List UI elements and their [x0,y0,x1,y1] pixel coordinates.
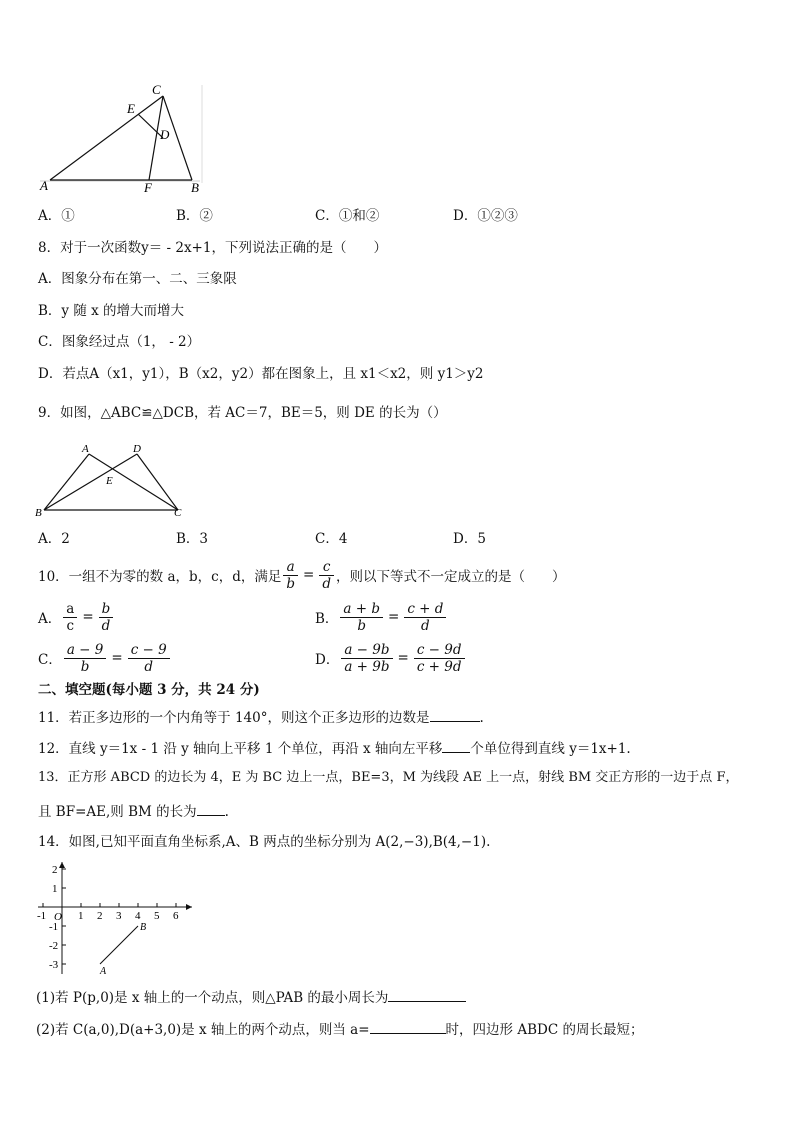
q7-triangle-figure [30,80,210,195]
q8-option-b[interactable]: B．y 随 x 的增大而增大 [38,303,185,319]
q10-stem-before: 10．一组不为零的数 a，b，c，d，满足 [38,569,282,585]
q14-point-B-label: B [140,922,147,933]
q10-option-a[interactable]: A． $\frac{a}{c}$ = $\frac{b}{d}$ [38,597,115,637]
q10-option-b[interactable]: B． $\frac{a + b}{b}$ = $\frac{c + d}{d}$ [315,597,448,637]
q11-text: 11．若正多边形的一个内角等于 140°，则这个正多边形的边数是 . [38,707,484,727]
q13-line1: 13．正方形 ABCD 的边长为 4，E 为 BC 边上一点，BE=3，M 为线段 AE 上一点，射线 BM 交正方形的一边于点 F， [38,770,739,785]
q14-xtick-4: 4 [135,910,141,922]
q14-ytick-neg1: -1 [49,921,59,933]
q7-option-d[interactable]: D．①②③ [453,208,518,224]
q14-xtick-5: 5 [154,910,160,922]
q13-line2: 且 BF=AE,则 BM 的长为 . [38,801,229,821]
q14-xtick-6: 6 [173,910,179,922]
q12-text: 12．直线 y＝1x - 1 沿 y 轴向上平移 1 个单位，再沿 x 轴向左平移 个单位得到直线 y＝1x+1. [38,738,631,758]
q7-label-A: A [40,178,48,193]
q8-stem: 8．对于一次函数y＝ - 2x+1，下列说法正确的是（ ） [38,240,387,256]
q10-given-left: $\frac{a}{b}$ [283,559,298,592]
q9-option-b[interactable]: B．3 [176,531,209,547]
q14-ytick-2: 2 [52,864,58,876]
q8-option-d[interactable]: D．若点A（x1，y1），B（x2，y2）都在图象上，且 x1＜x2，则 y1＞y2 [38,366,484,382]
q7-label-F: F [144,180,152,195]
q7-label-C: C [152,82,161,97]
q14-sub2: (2)若 C(a,0),D(a+3,0)是 x 轴上的两个动点，则当 a= 时，四边形 ABDC 的周长最短； [36,1019,643,1039]
q14-xtick-1: 1 [78,910,84,922]
q9-label-C: C [174,507,182,519]
q14-origin-label: O [54,911,62,923]
q14-xtick-2: 2 [97,910,103,922]
q9-label-B: B [35,507,42,519]
q7-label-D: D [160,127,170,142]
q8-option-a[interactable]: A．图象分布在第一、二、三象限 [38,271,237,287]
q8-option-c[interactable]: C．图象经过点（1， - 2） [38,334,201,350]
q9-option-c[interactable]: C．4 [315,531,348,547]
q14-stem: 14．如图,已知平面直角坐标系,A、B 两点的坐标分别为 A(2,−3),B(4,−1). [38,834,491,850]
q14-ytick-1: 1 [52,883,58,895]
q14-sub1-answer-blank[interactable] [388,987,466,1002]
q13-answer-blank[interactable] [197,801,225,816]
q9-option-a[interactable]: A．2 [38,531,70,547]
q14-ytick-neg2: -2 [49,940,59,952]
q9-stem: 9．如图，△ABC≌△DCB，若 AC＝7，BE＝5，则 DE 的长为（） [38,405,447,421]
q9-label-E: E [106,475,113,487]
q14-xtick-neg1: -1 [37,910,47,922]
q10-given-right: $\frac{c}{d}$ [319,559,334,592]
q9-label-D: D [133,443,141,455]
q14-point-A-label: A [100,966,107,977]
q12-answer-blank[interactable] [442,738,470,753]
q9-option-d[interactable]: D．5 [453,531,486,547]
q14-ytick-neg3: -3 [49,959,59,971]
q11-answer-blank[interactable] [430,707,480,722]
q7-option-c[interactable]: C．①和② [315,208,380,224]
q9-label-A: A [82,443,89,455]
q14-xtick-3: 3 [116,910,122,922]
section-title-fill-in: 二、填空题(每小题 3 分，共 24 分) [38,682,260,698]
q14-sub1: (1)若 P(p,0)是 x 轴上的一个动点，则△PAB 的最小周长为 [36,987,466,1007]
q7-label-B: B [191,180,199,195]
q10-option-d[interactable]: D． $\frac{a - 9b}{a + 9b}$ = $\frac{c - 9d}{c + 9d}$ [315,638,467,678]
q9-congruent-triangles-figure [32,442,192,520]
q10-stem-after: ，则以下等式不一定成立的是（ ） [336,569,566,585]
q7-option-b[interactable]: B．② [176,208,213,224]
q14-sub2-answer-blank[interactable] [370,1019,446,1034]
q10-stem: 10．一组不为零的数 a，b，c，d，满足 $\frac{a}{b}$ = $\frac{c}{d}$ ，则以下等式不一定成立的是（ ） [38,558,566,592]
q14-coordinate-figure [34,858,196,978]
q7-label-E: E [127,101,135,116]
q7-option-a[interactable]: A．① [38,208,75,224]
q10-option-c[interactable]: C． $\frac{a - 9}{b}$ = $\frac{c - 9}{d}$ [38,638,172,678]
